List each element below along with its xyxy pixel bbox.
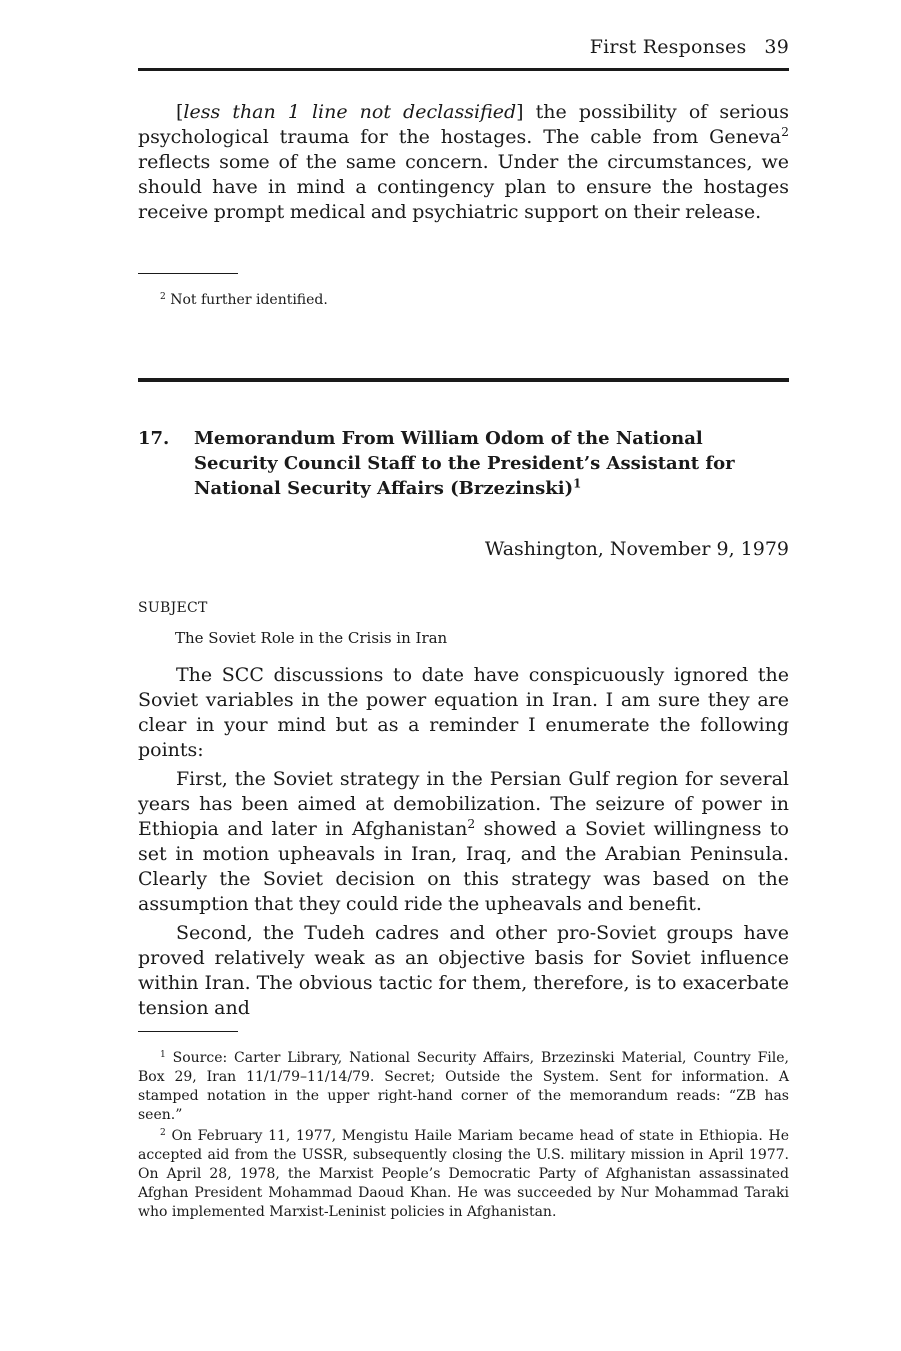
header-rule xyxy=(138,68,789,71)
memo-paragraph-2 xyxy=(138,767,789,917)
footnote-1-number: 1 xyxy=(160,1050,166,1060)
redaction-note: less than 1 line not declassified xyxy=(183,101,517,123)
continuation-paragraph xyxy=(138,100,789,225)
subject-text: The Soviet Role in the Crisis in Iran xyxy=(175,629,448,647)
dateline: Washington, November 9, 1979 xyxy=(484,538,789,560)
footnote-2-number: 2 xyxy=(160,1128,166,1138)
subject-label: SUBJECT xyxy=(138,600,208,616)
footnote-number: 2 xyxy=(160,292,166,302)
document-heading xyxy=(138,426,789,501)
footnote-top xyxy=(138,291,789,312)
running-title: First Responses xyxy=(589,36,747,58)
footnote-text: Not further identified. xyxy=(165,292,328,308)
para2-text-a: First, the Soviet strategy in the Persian Gulf region for several years has been aimed at demobilization. The seizure of power in Ethiopia and later in Afghanistan xyxy=(138,768,789,840)
title-footnote-ref: 1 xyxy=(573,476,582,491)
continuation-text-b: reflects some of the same concern. Under the circumstances, we should have in mind a contingency plan to ensure the hostages receive prompt medical and psychiatric support on their release. xyxy=(138,151,789,223)
page-number: 39 xyxy=(764,36,789,58)
running-header xyxy=(138,36,789,66)
footnote-1-text: Source: Carter Library, National Security Affairs, Brzezinski Material, Country File, Box 29, Iran 11/1/79–11/14/79. Secret; Outside the System. Sent for information. A stamped notation in the upper right-hand corner of the memorandum reads: “ZB has seen.” xyxy=(138,1050,789,1123)
footnote-ref: 2 xyxy=(781,125,789,140)
para2-footnote-ref: 2 xyxy=(467,817,476,832)
memo-paragraph-1: The SCC discussions to date have conspicuously ignored the Soviet variables in the power equation in Iran. I am sure they are clear in your mind but as a reminder I enumerate the following points: xyxy=(138,664,789,761)
document-separator-rule xyxy=(138,378,789,382)
footnote-divider-top xyxy=(138,273,238,274)
bracket-open: [ xyxy=(176,101,184,123)
footnote-2 xyxy=(138,1127,789,1222)
footnote-divider-bottom xyxy=(138,1031,238,1032)
document-number: 17. xyxy=(138,428,170,449)
document-title: Memorandum From William Odom of the National Security Council Staff to the President’s Assistant for National Security Affairs (Brzezinski) xyxy=(194,428,735,499)
bracket-close: ] xyxy=(516,101,524,123)
memo-body xyxy=(138,663,789,1021)
footnote-1 xyxy=(138,1049,789,1125)
memo-paragraph-3: Second, the Tudeh cadres and other pro-Soviet groups have proved relatively weak as an objective basis for Soviet influence within Iran. The obvious tactic for them, therefore, is to exacerbate tension and xyxy=(138,922,789,1019)
continuation-text-a: the possibility of serious psychological trauma for the hostages. The cable from Geneva xyxy=(138,101,789,148)
footnotes xyxy=(138,1049,789,1224)
document-title-block xyxy=(194,426,789,501)
footnote-2-text: On February 11, 1977, Mengistu Haile Mariam became head of state in Ethiopia. He accepted aid from the USSR, subsequently closing the U.S. military mission in April 1977. On April 28, 1978, the Marxist People’s Democratic Party of Afghanistan assassinated Afghan President Mohammad Daoud Khan. He was succeeded by Nur Mohammad Taraki who implemented Marxist-Leninist policies in Afghanistan. xyxy=(138,1128,789,1220)
para2-text-b: showed a Soviet willingness to set in motion upheavals in Iran, Iraq, and the Arabian Peninsula. Clearly the Soviet decision on this strategy was based on the assumption that they could ride the upheavals and benefit. xyxy=(138,818,789,915)
